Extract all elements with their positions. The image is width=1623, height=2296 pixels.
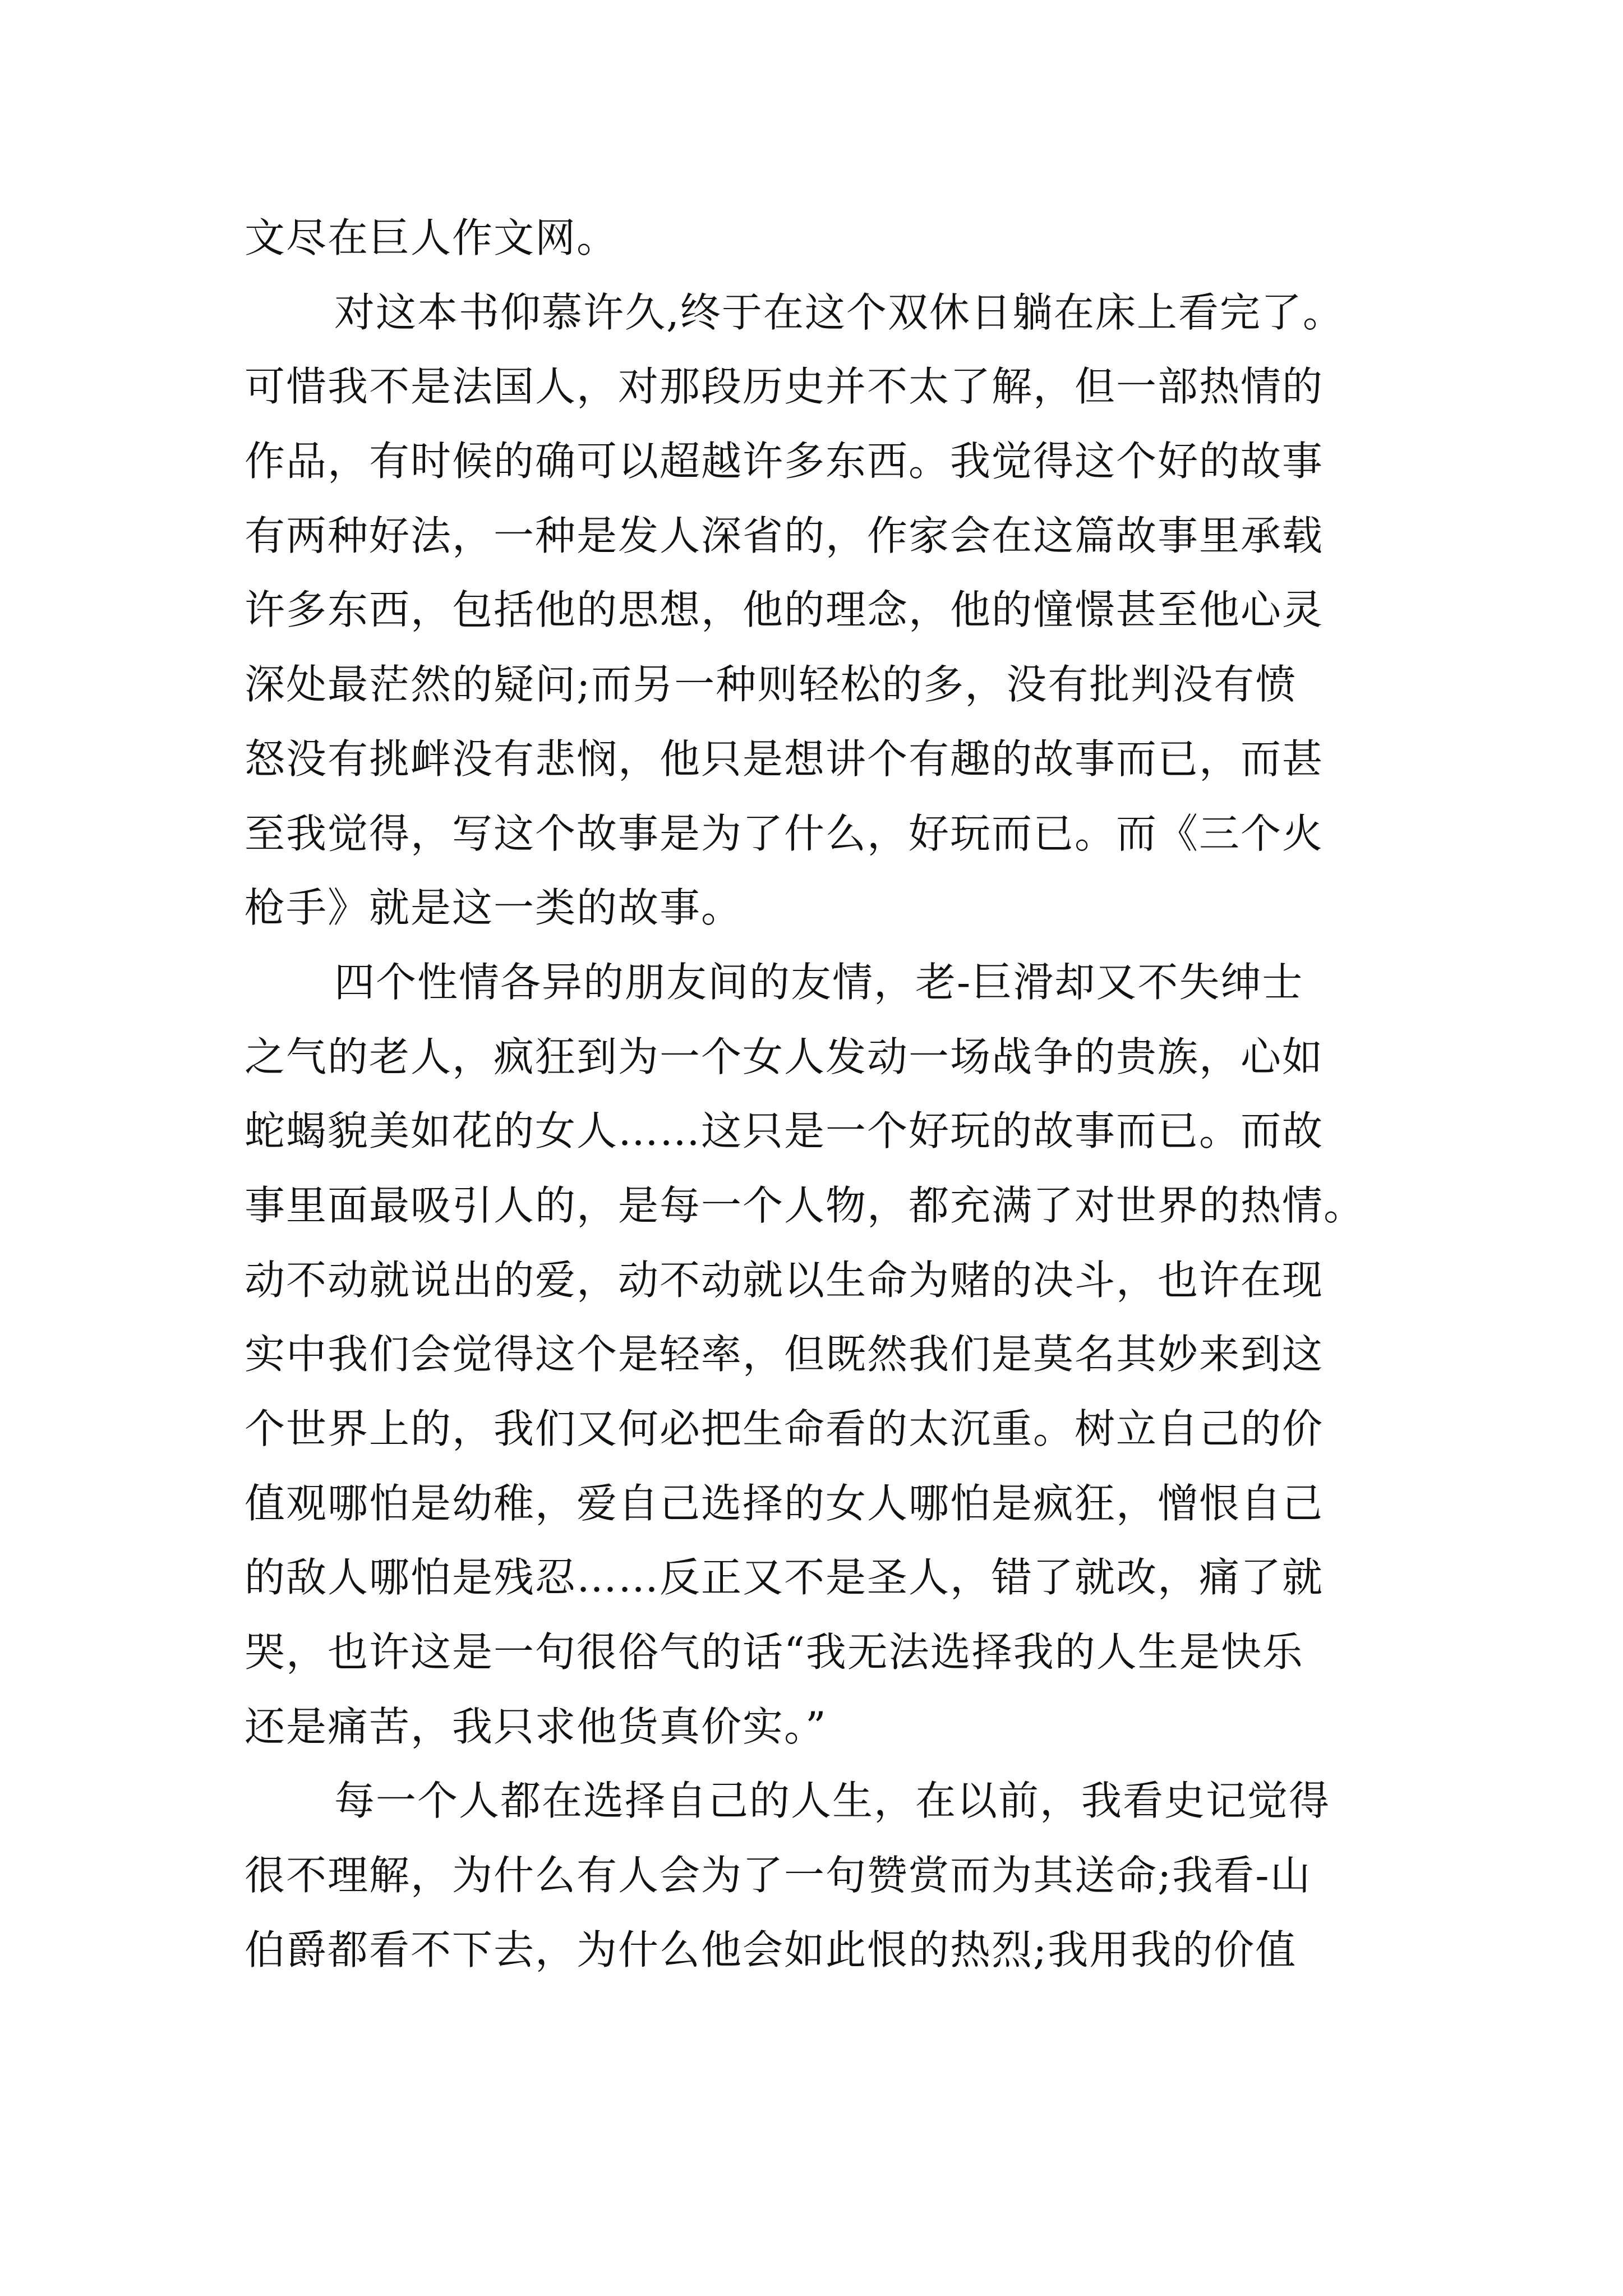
text-line: 值观哪怕是幼稚，爱自己选择的女人哪怕是疯狂，憎恨自己 xyxy=(245,1479,1324,1527)
text-line: 可惜我不是法国人，对那段历史并不太了解，但一部热情的 xyxy=(245,363,1324,411)
text-line: 许多东西，包括他的思想，他的理念，他的憧憬甚至他心灵 xyxy=(245,586,1324,634)
text-line: 动不动就说出的爱，动不动就以生命为赌的决斗，也许在现 xyxy=(245,1256,1324,1304)
paragraph-first-line: 四个性情各异的朋友间的友情，老-巨滑却又不失绅士 xyxy=(334,958,1304,1006)
text-line: 作品，有时候的确可以超越许多东西。我觉得这个好的故事 xyxy=(245,438,1324,485)
text-line: 深处最茫然的疑问;而另一种则轻松的多，没有批判没有愤 xyxy=(245,661,1297,708)
paragraph-first-line: 对这本书仰慕许久,终于在这个双休日躺在床上看完了。 xyxy=(334,288,1344,336)
text-line: 至我觉得，写这个故事是为了什么，好玩而已。而《三个火 xyxy=(245,809,1324,857)
text-line: 蛇蝎貌美如花的女人……这只是一个好玩的故事而已。而故 xyxy=(245,1107,1324,1155)
text-line: 有两种好法，一种是发人深省的，作家会在这篇故事里承载 xyxy=(245,512,1324,559)
paragraph-first-line: 每一个人都在选择自己的人生，在以前，我看史记觉得 xyxy=(334,1777,1331,1825)
document-body xyxy=(245,201,1450,1987)
text-line: 还是痛苦，我只求他货真价实。” xyxy=(245,1703,827,1750)
text-line: 哭，也许这是一句很俗气的话“我无法选择我的人生是快乐 xyxy=(245,1628,1304,1676)
text-line: 文尽在巨人作文网。 xyxy=(245,214,619,261)
text-line: 枪手》就是这一类的故事。 xyxy=(245,884,743,932)
text-line: 的敌人哪怕是残忍……反正又不是圣人，错了就改，痛了就 xyxy=(245,1554,1324,1602)
text-line: 个世界上的，我们又何必把生命看的太沉重。树立自己的价 xyxy=(245,1405,1324,1452)
text-line: 伯爵都看不下去，为什么他会如此恨的热烈;我用我的价值 xyxy=(245,1926,1297,1973)
text-line: 很不理解，为什么有人会为了一句赞赏而为其送命;我看-山 xyxy=(245,1852,1312,1899)
text-line: 之气的老人，疯狂到为一个女人发动一场战争的贵族，心如 xyxy=(245,1033,1324,1080)
text-line: 怒没有挑衅没有悲悯，他只是想讲个有趣的故事而已，而甚 xyxy=(245,735,1324,783)
text-line: 实中我们会觉得这个是轻率，但既然我们是莫名其妙来到这 xyxy=(245,1331,1324,1378)
text-line: 事里面最吸引人的，是每一个人物，都充满了对世界的热情。 xyxy=(245,1181,1366,1229)
